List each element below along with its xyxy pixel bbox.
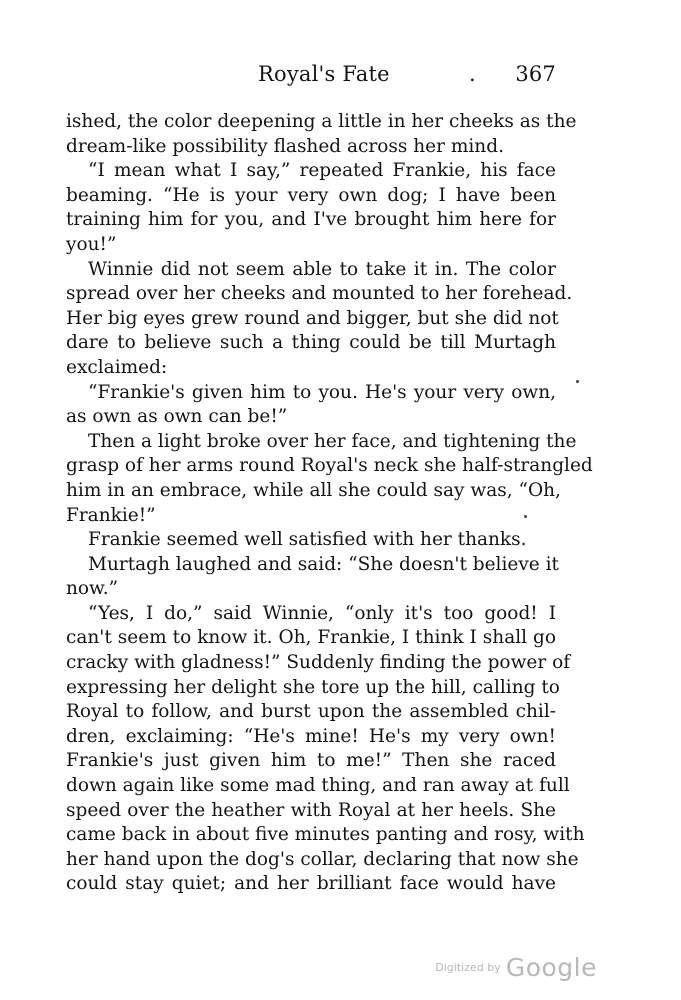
body-text — [66, 110, 593, 897]
text-line: grasp of her arms round Royal's neck she half-strangled — [66, 455, 593, 477]
text-line: cracky with gladness!” Suddenly finding the power of — [66, 652, 571, 674]
text-line: dare to believe such a thing could be till Murtagh — [66, 332, 556, 354]
stray-ink-mark — [524, 515, 527, 518]
text-line: Winnie did not seem able to take it in. The color — [88, 258, 556, 280]
text-line: ished, the color deepening a little in her cheeks as the — [66, 111, 577, 132]
text-line: can't seem to know it. Oh, Frankie, I think I shall go — [66, 627, 556, 649]
header-dot: . — [469, 62, 476, 86]
text-line: as own as own can be!” — [66, 406, 288, 428]
text-line: Frankie!” — [66, 504, 156, 526]
text-line: you!” — [66, 233, 117, 255]
text-line: her hand upon the dog's collar, declaring that now she — [66, 848, 579, 870]
text-line: now.” — [66, 578, 119, 600]
text-line: Frankie's just given him to me!” Then she raced — [66, 750, 556, 772]
text-line: “Yes, I do,” said Winnie, “only it's too good! I — [88, 602, 556, 624]
text-line: dren, exclaiming: “He's mine! He's my very own! — [66, 725, 556, 747]
text-line: “Frankie's given him to you. He's your very own, — [88, 381, 556, 403]
text-line: dream-like possibility flashed across her mind. — [66, 135, 504, 157]
text-line: spread over her cheeks and mounted to her forehead. — [66, 283, 573, 305]
text-line: Murtagh laughed and said: “She doesn't believe it — [88, 553, 559, 575]
google-logo: Google — [505, 953, 597, 982]
watermark-prefix: Digitized by — [435, 961, 501, 974]
text-line: down again like some mad thing, and ran away at full — [66, 775, 570, 797]
text-line: speed over the heather with Royal at her heels. She — [66, 799, 556, 821]
text-line: could stay quiet; and her brilliant face would have — [66, 873, 556, 895]
google-watermark — [435, 953, 597, 982]
text-line: Her big eyes grew round and bigger, but she did not — [66, 307, 559, 329]
running-title: Royal's Fate — [258, 62, 390, 86]
text-line: Royal to follow, and burst upon the assembled chil- — [66, 701, 556, 723]
text-line: beaming. “He is your very own dog; I have been — [66, 184, 556, 206]
page-header — [66, 62, 556, 90]
text-line: expressing her delight she tore up the hill, calling to — [66, 676, 560, 698]
text-line: “I mean what I say,” repeated Frankie, his face — [88, 160, 556, 182]
text-line: him in an embrace, while all she could say was, “Oh, — [66, 479, 561, 501]
text-line: exclaimed: — [66, 356, 168, 378]
text-line: came back in about five minutes panting and rosy, with — [66, 824, 585, 846]
stray-ink-mark — [576, 380, 579, 383]
page-number: 367 — [515, 62, 556, 86]
text-line: Then a light broke over her face, and tightening the — [88, 430, 577, 452]
text-line: training him for you, and I've brought him here for — [66, 209, 556, 231]
text-line: Frankie seemed well satisfied with her thanks. — [88, 529, 527, 551]
